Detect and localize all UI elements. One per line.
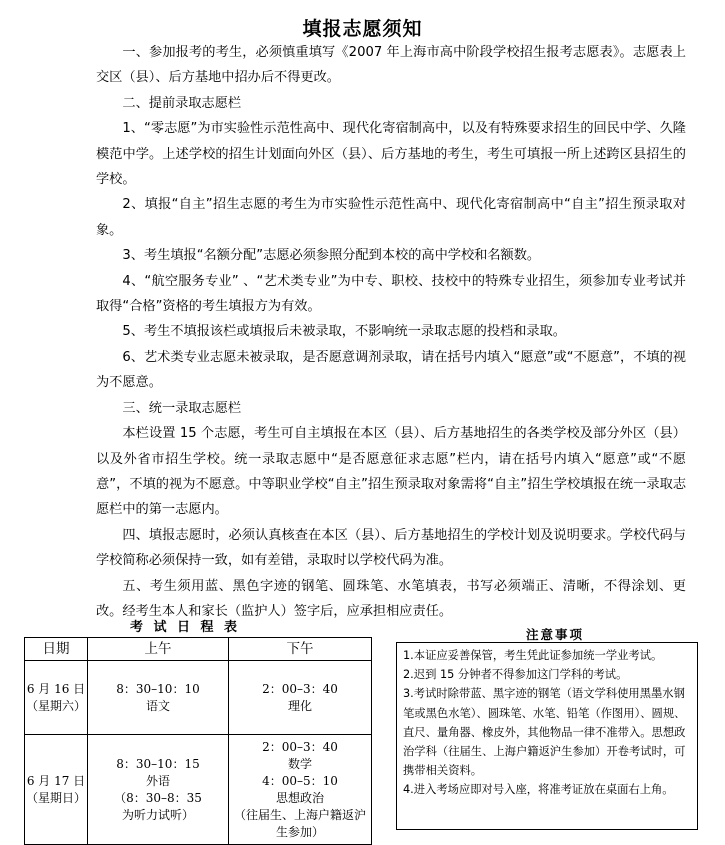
subject: 思想政治 [275,790,324,805]
header-morning: 上午 [88,638,229,661]
note-item: 2.迟到 15 分钟者不得参加这门学科的考试。 [403,668,628,682]
time: 8：30–10：10 [116,681,200,696]
instructions-body [96,40,686,624]
paragraph: 四、填报志愿时，必须认真核查在本区（县）、后方基地招生的学校计划及说明要求。学校代码与学校简称必须保持一致，如有差错，录取时以学校代码为准。 [96,527,686,569]
paragraph: 5、考生不填报该栏或填报后未被录取，不影响统一录取志愿的投档和录取。 [122,324,566,340]
time: 4：00–5：10 [262,773,338,788]
section-heading: 二、提前录取志愿栏 [122,95,242,111]
date: 6 月 16 日 [26,681,86,696]
note: （8：30–8：35 [114,790,202,805]
notes-title: 注意事项 [525,627,584,642]
table-header-row [25,638,372,661]
weekday: （星期六） [25,698,86,713]
subject: 理化 [287,698,312,713]
date-cell [25,735,88,845]
note: 生参加） [275,824,324,839]
paragraph: 6、艺术类专业志愿未被录取，是否愿意调剂录取，请在括号内填入“愿意”或“不愿意”，不填的视为不愿意。 [96,349,686,391]
subject: 数学 [287,756,312,771]
weekday: （星期日） [25,790,86,805]
header-afternoon: 下午 [229,638,372,661]
paragraph: 2、填报“自主”招生志愿的考生为市实验性示范性高中、现代化寄宿制高中“自主”招生预录取对象。 [96,197,686,238]
paragraph: 4、“航空服务专业” 、“艺术类专业”为中专、职校、技校中的特殊专业招生，须参加专业考试并取得“合格”资格的考生填报方为有效。 [96,273,686,315]
time: 2：00–3：40 [262,681,338,696]
afternoon-cell [229,661,372,735]
paragraph: 五、考生须用蓝、黑色字迹的钢笔、圆珠笔、水笔填表，书写必须端正、清晰，不得涂划、更改。经考生本人和家长（监护人）签字后，应承担相应责任。 [96,578,686,619]
note: 为听力试听） [121,807,194,822]
paragraph: 一、参加报考的考生，必须慎重填写《2007 年上海市高中阶段学校招生报考志愿表》。志愿表上交区（县）、后方基地中招办后不得更改。 [96,45,686,86]
afternoon-cell [229,735,372,845]
paragraph: 3、考生填报“名额分配”志愿必须参照分配到本校的高中学校和名额数。 [122,248,541,264]
subject: 语文 [145,698,170,713]
paragraph: 本栏设置 15 个志愿，考生可自主填报在本区（县）、后方基地招生的各类学校及部分外区（县）以及外省市招生学校。统一录取志愿中“是否愿意征求志愿”栏内，请在括号内填入“愿意”或“不愿意”，不填的视为不愿意。中等职业学校“自主”招生预录取对象需将“自主”招生学校填报在统一录取志愿栏中的第一志愿内。 [96,426,686,518]
note-item: 4.进入考场应即对号入座，将准考证放在桌面右上角。 [403,783,674,797]
time: 8：30–10：15 [116,756,200,771]
section-heading: 三、统一录取志愿栏 [122,400,242,416]
time: 2：00–3：40 [262,739,338,754]
date-cell [25,661,88,735]
table-row [25,735,372,845]
note-item: 3.考试时除带蓝、黑字迹的钢笔（语文学科使用黑墨水钢笔或黑色水笔）、圆珠笔、水笔、铅笔（作图用）、圆规、直尺、量角器、橡皮外，其他物品一律不准带入。思想政治学科（往届生、上海户籍返沪生参加）开卷考试时，可携带相关资料。 [403,687,686,778]
paragraph: 1、“零志愿”为市实验性示范性高中、现代化寄宿制高中，以及有特殊要求招生的回民中学、久隆模范中学。上述学校的招生计划面向外区（县）、后方基地的考生，考生可填报一所上述跨区县招生的学校。 [96,121,686,188]
date: 6 月 17 日 [26,773,86,788]
header-date: 日期 [25,638,88,661]
note: （往届生、上海户籍返沪 [233,807,366,822]
morning-cell [88,661,229,735]
table-row [25,661,372,735]
exam-schedule-table [24,637,372,845]
notes-box [396,642,698,830]
page-title: 填报志愿须知 [302,18,423,40]
schedule-title: 考 试 日 程 表 [129,620,241,635]
morning-cell [88,735,229,845]
subject: 外语 [145,773,170,788]
note-item: 1.本证应妥善保管，考生凭此证参加统一学业考试。 [403,649,663,662]
